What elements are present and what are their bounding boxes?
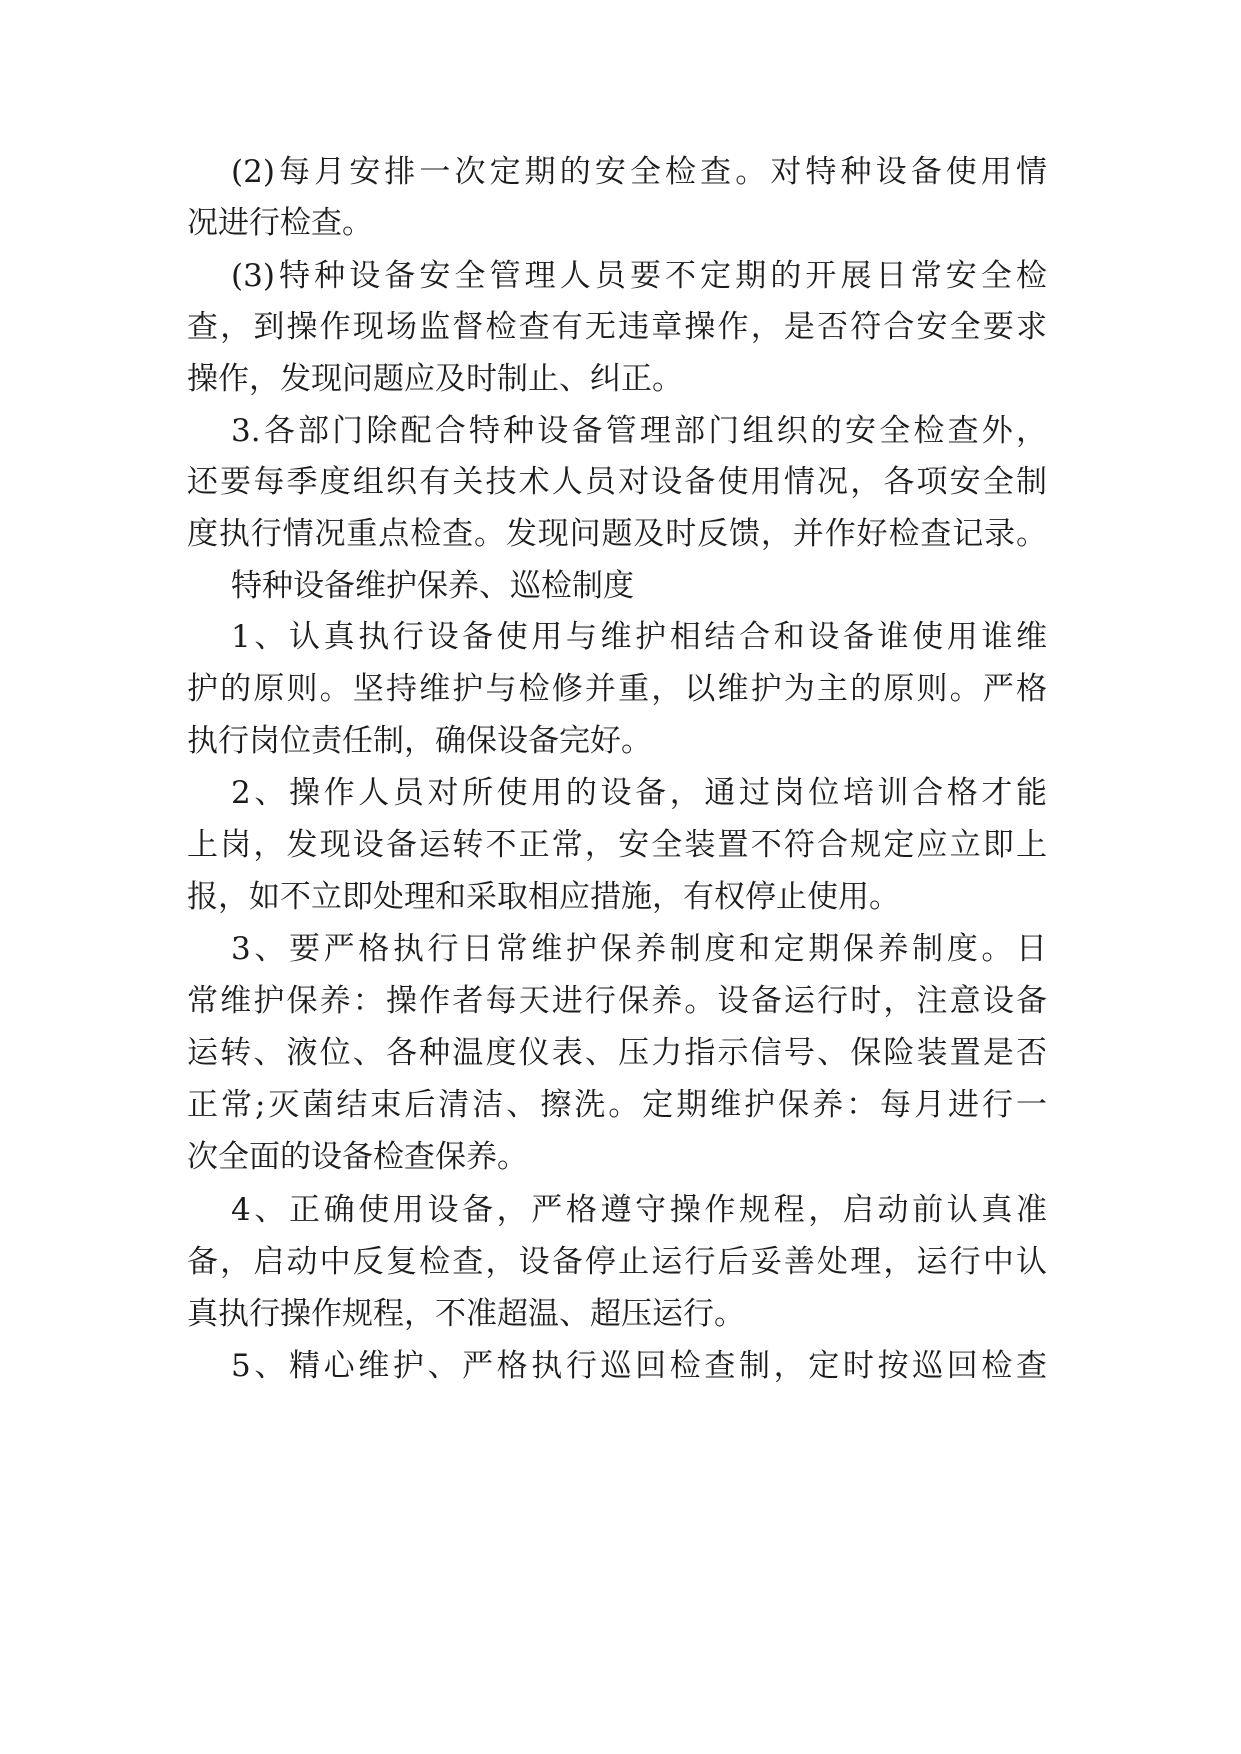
text-line: 真执行操作规程，不准超温、超压运行。 (187, 1296, 745, 1332)
text-line: 5、精心维护、严格执行巡回检查制，定时按巡回检查 (231, 1348, 1047, 1384)
text-line: 常维护保养：操作者每天进行保养。设备运行时，注意设备 (187, 983, 1047, 1019)
text-line: 1、认真执行设备使用与维护相结合和设备谁使用谁维 (231, 619, 1047, 655)
text-line: (2)每月安排一次定期的安全检查。对特种设备使用情 (231, 154, 1047, 190)
text-line: 运转、液位、各种温度仪表、压力指示信号、保险装置是否 (187, 1035, 1047, 1071)
text-line: 上岗，发现设备运转不正常，安全装置不符合规定应立即上 (187, 827, 1047, 863)
text-line: 执行岗位责任制，确保设备完好。 (187, 723, 652, 759)
text-line: (3)特种设备安全管理人员要不定期的开展日常安全检 (231, 258, 1047, 294)
text-line: 报，如不立即处理和采取相应措施，有权停止使用。 (187, 879, 900, 915)
text-line: 况进行检查。 (187, 205, 373, 241)
text-line: 4、正确使用设备，严格遵守操作规程，启动前认真准 (231, 1192, 1047, 1228)
text-line: 3、要严格执行日常维护保养制度和定期保养制度。日 (231, 931, 1047, 967)
section-heading: 特种设备维护保养、巡检制度 (231, 568, 634, 604)
text-line: 度执行情况重点检查。发现问题及时反馈，并作好检查记录。 (187, 516, 1047, 552)
text-line: 正常;灭菌结束后清洁、擦洗。定期维护保养：每月进行一 (187, 1087, 1047, 1123)
text-line: 还要每季度组织有关技术人员对设备使用情况，各项安全制 (187, 464, 1047, 500)
text-line: 备，启动中反复检查，设备停止运行后妥善处理，运行中认 (187, 1244, 1047, 1280)
text-line: 2、操作人员对所使用的设备，通过岗位培训合格才能 (231, 775, 1047, 811)
text-line: 次全面的设备检查保养。 (187, 1139, 528, 1175)
text-line: 3.各部门除配合特种设备管理部门组织的安全检查外， (231, 413, 1047, 449)
text-line: 查，到操作现场监督检查有无违章操作，是否符合安全要求 (187, 309, 1047, 345)
text-line: 护的原则。坚持维护与检修并重，以维护为主的原则。严格 (187, 671, 1047, 707)
text-line: 操作，发现问题应及时制止、纠正。 (187, 361, 683, 397)
